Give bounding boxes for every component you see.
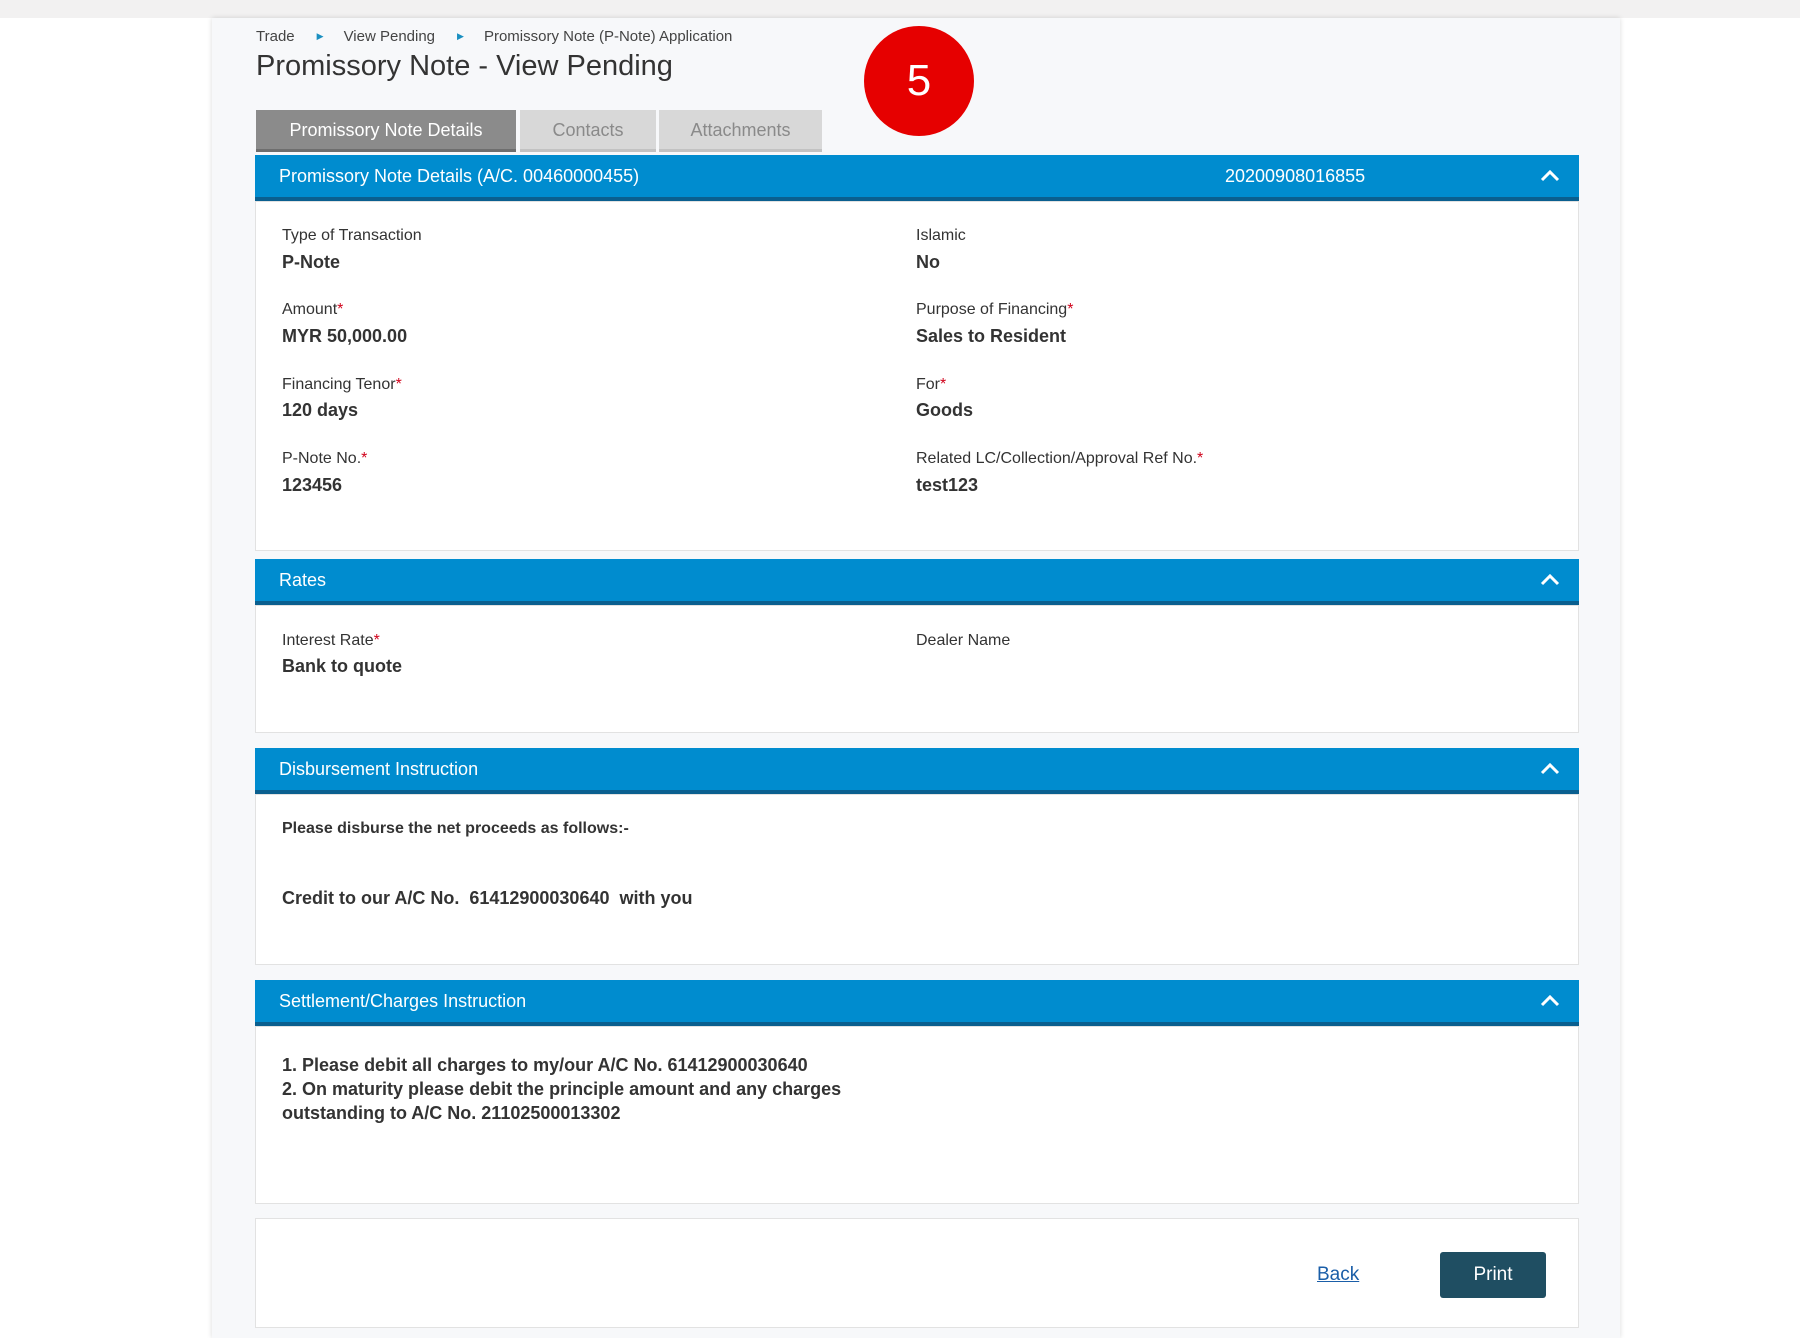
rates-section-title: Rates — [279, 570, 327, 590]
rates-section-header[interactable] — [255, 559, 1579, 605]
amount-value: MYR 50,000.00 — [282, 326, 408, 346]
financing-tenor-label: Financing Tenor* — [282, 376, 402, 393]
interest-rate-value: Bank to quote — [282, 656, 402, 676]
breadcrumb-current: Promissory Note (P-Note) Application — [483, 28, 733, 45]
actions-panel — [255, 1218, 1579, 1328]
required-marker: * — [361, 450, 368, 467]
required-marker: * — [1067, 301, 1074, 318]
required-marker: * — [395, 376, 402, 393]
settlement-line-3: outstanding to A/C No. 21102500013302 — [282, 1103, 621, 1123]
purpose-of-financing-value: Sales to Resident — [916, 326, 1067, 346]
details-section-body — [255, 201, 1579, 551]
breadcrumb — [256, 28, 732, 45]
settlement-section-title: Settlement/Charges Instruction — [279, 991, 527, 1011]
required-marker: * — [1197, 450, 1204, 467]
for-label: For* — [916, 376, 947, 393]
disbursement-instruction: Credit to our A/C No. 61412900030640 with you — [282, 888, 693, 908]
related-ref-label: Related LC/Collection/Approval Ref No.* — [916, 450, 1204, 467]
settlement-line-1: 1. Please debit all charges to my/our A/C No. 61412900030640 — [282, 1055, 808, 1075]
reference-number: 20200908016855 — [1225, 166, 1366, 186]
tab-attachments[interactable]: Attachments — [659, 110, 822, 152]
chevron-up-icon[interactable] — [1539, 570, 1561, 590]
breadcrumb-separator-icon: ▶ — [457, 31, 464, 41]
type-of-transaction-value: P-Note — [282, 252, 340, 272]
back-link[interactable]: Back — [1317, 1264, 1360, 1285]
top-bar — [0, 0, 1800, 18]
breadcrumb-view-pending[interactable]: View Pending — [343, 28, 436, 45]
disbursement-section-body — [255, 794, 1579, 965]
settlement-line-2: 2. On maturity please debit the principle amount and any charges — [282, 1079, 842, 1099]
page-title: Promissory Note - View Pending — [256, 50, 673, 82]
interest-rate-label: Interest Rate* — [282, 632, 380, 649]
chevron-up-icon[interactable] — [1539, 166, 1561, 186]
settlement-section-body — [255, 1026, 1579, 1204]
settlement-section-header[interactable] — [255, 980, 1579, 1026]
dealer-name-label: Dealer Name — [916, 632, 1011, 649]
chevron-up-icon[interactable] — [1539, 991, 1561, 1011]
required-marker: * — [373, 632, 380, 649]
required-marker: * — [337, 301, 344, 318]
details-section-title: Promissory Note Details (A/C. 00460000455) — [279, 166, 640, 186]
details-section-header[interactable] — [255, 155, 1579, 201]
rates-section-body — [255, 605, 1579, 733]
chevron-up-icon[interactable] — [1539, 759, 1561, 779]
islamic-value: No — [916, 252, 940, 272]
breadcrumb-trade[interactable]: Trade — [256, 28, 295, 45]
purpose-of-financing-label: Purpose of Financing* — [916, 301, 1074, 318]
pnote-no-value: 123456 — [282, 475, 343, 495]
tab-contacts[interactable]: Contacts — [520, 110, 656, 152]
disbursement-section-title: Disbursement Instruction — [279, 759, 479, 779]
islamic-label: Islamic — [916, 227, 966, 244]
financing-tenor-value: 120 days — [282, 400, 359, 420]
step-badge: 5 — [864, 26, 974, 136]
pnote-no-label: P-Note No.* — [282, 450, 368, 467]
print-button[interactable]: Print — [1440, 1252, 1546, 1298]
for-value: Goods — [916, 400, 973, 420]
type-of-transaction-label: Type of Transaction — [282, 227, 422, 244]
disbursement-section-header[interactable] — [255, 748, 1579, 794]
required-marker: * — [940, 376, 947, 393]
amount-label: Amount* — [282, 301, 344, 318]
disbursement-intro: Please disburse the net proceeds as follows:- — [282, 820, 629, 837]
related-ref-value: test123 — [916, 475, 979, 495]
tab-promissory-note-details[interactable]: Promissory Note Details — [256, 110, 516, 152]
breadcrumb-separator-icon: ▶ — [316, 31, 324, 41]
